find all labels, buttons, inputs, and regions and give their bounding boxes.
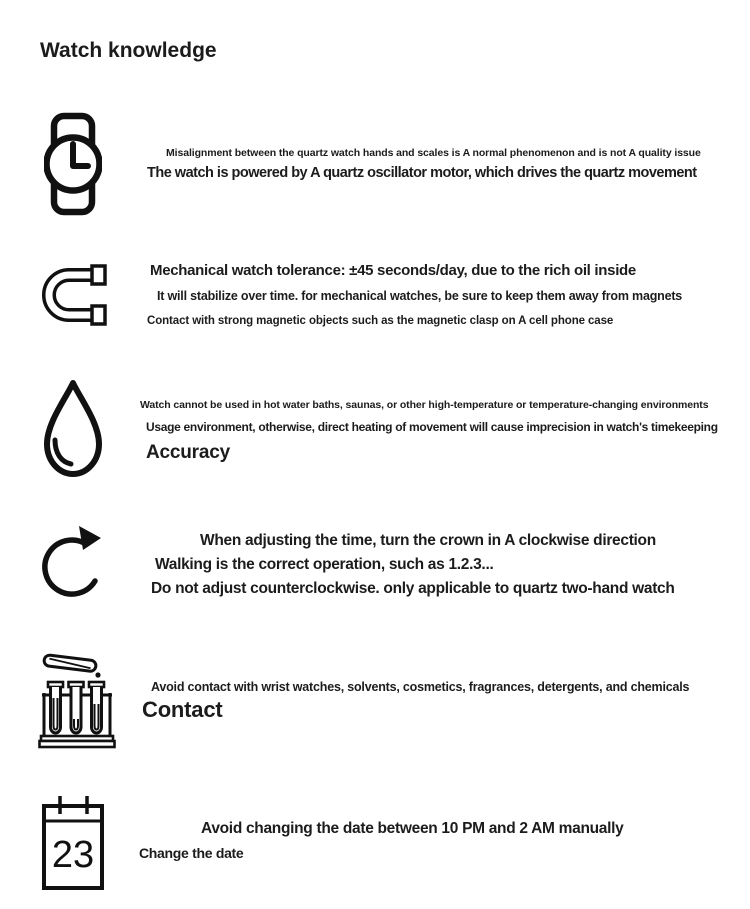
text-line: When adjusting the time, turn the crown in A clockwise direction (200, 532, 656, 549)
magnet-icon (36, 263, 110, 327)
clockwise-rotation-icon (40, 524, 108, 608)
test-tubes-icon (38, 648, 116, 750)
text-line: Misalignment between the quartz watch hands and scales is A normal phenomenon and is not A quality issue (166, 147, 701, 159)
text-line: Avoid contact with wrist watches, solvents, cosmetics, fragrances, detergents, and chemicals (151, 680, 690, 694)
page-title: Watch knowledge (40, 39, 217, 62)
calendar-day-number: 23 (51, 834, 95, 876)
text-line: Avoid changing the date between 10 PM and 2 AM manually (201, 820, 624, 837)
wristwatch-icon (44, 112, 102, 216)
text-line: Contact with strong magnetic objects such as the magnetic clasp on A cell phone case (147, 315, 614, 327)
section-heading-contact: Contact (142, 697, 223, 722)
text-line: The watch is powered by A quartz oscillator motor, which drives the quartz movement (147, 165, 697, 181)
text-line: Mechanical watch tolerance: ±45 seconds/day, due to the rich oil inside (150, 262, 636, 279)
text-line: Walking is the correct operation, such as 1.2.3... (155, 556, 494, 573)
water-drop-icon (40, 378, 106, 480)
tear-off-calendar-icon (40, 793, 106, 892)
text-line: Do not adjust counterclockwise. only applicable to quartz two-hand watch (151, 580, 675, 597)
text-line: Watch cannot be used in hot water baths, saunas, or other high-temperature or temperature-changing environments (140, 399, 709, 411)
text-line: Usage environment, otherwise, direct heating of movement will cause imprecision in watch's timekeeping (146, 420, 718, 434)
text-line: It will stabilize over time. for mechanical watches, be sure to keep them away from magnets (157, 289, 683, 303)
section-heading-accuracy: Accuracy (146, 442, 230, 463)
text-line: Change the date (139, 845, 244, 861)
